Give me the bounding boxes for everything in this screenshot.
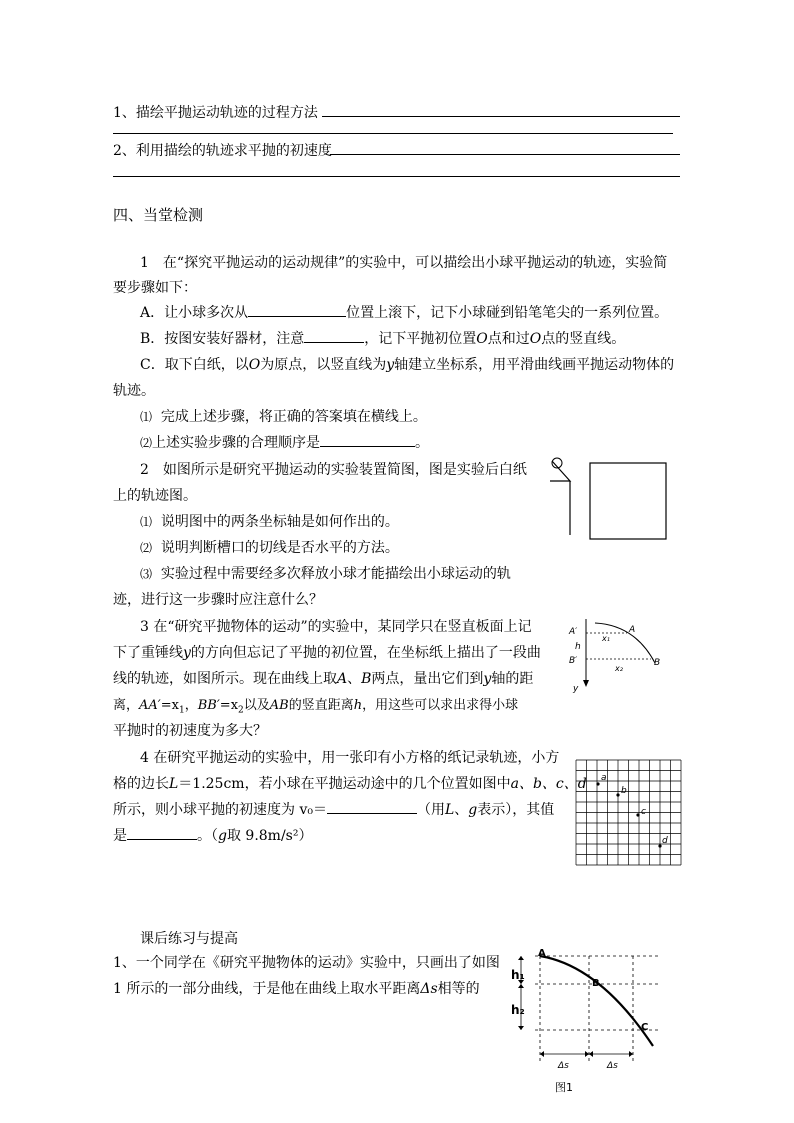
curve-figure-p3 <box>565 613 675 693</box>
practice-q1-line2: 1 所示的一部分曲线，于是他在曲线上取水平距离Δs相等的 <box>113 981 480 997</box>
p3-line3: 线的轨迹，如图所示。现在曲线上取A、B两点，量出它们到y轴的距 <box>113 671 534 687</box>
svg-text:x₂: x₂ <box>615 664 623 673</box>
fill-blank[interactable] <box>304 328 364 343</box>
p2-intro-cont: 上的轨迹图。 <box>113 488 197 504</box>
p4-line1: 4 在研究平抛运动的实验中，用一张印有小方格的纸记录轨迹，小方 <box>140 750 560 766</box>
svg-text:B: B <box>654 658 661 668</box>
svg-text:h₂: h₂ <box>511 1003 525 1017</box>
p4-line4: 是 。（g取 9.8m/s²） <box>113 825 312 845</box>
practice-title: 课后练习与提高 <box>140 931 238 947</box>
svg-text:a: a <box>601 773 607 783</box>
svg-text:c: c <box>641 807 646 817</box>
p3-line5: 平抛时的初速度为多大？ <box>113 723 267 739</box>
p1-step-a: A．让小球多次从 位置上滚下，记下小球碰到铅笔笔尖的一系列位置。 <box>140 302 668 322</box>
practice-q1-line1: 1、一个同学在《研究平抛物体的运动》实验中，只画出了如图 <box>113 955 500 971</box>
trajectory-curve <box>540 956 653 1046</box>
svg-text:A: A <box>629 625 636 635</box>
p2-sub1: ⑴ 说明图中的两条坐标轴是如何作出的。 <box>140 514 399 530</box>
svg-text:h₁: h₁ <box>511 968 525 982</box>
svg-text:A: A <box>538 948 546 959</box>
answer-line <box>113 133 673 134</box>
svg-text:h: h <box>575 642 581 652</box>
fill-blank[interactable] <box>320 432 415 447</box>
fill-blank[interactable] <box>127 825 197 840</box>
svg-text:C: C <box>641 1022 649 1033</box>
board-icon <box>590 463 666 539</box>
point-a <box>596 782 599 785</box>
p2-sub3: ⑶ 实验过程中需要经多次释放小球才能描绘出小球运动的轨 <box>140 566 511 582</box>
answer-line <box>113 176 680 177</box>
p2-intro: 2 如图所示是研究平抛运动的实验装置简图，图是实验后白纸 <box>140 462 527 478</box>
section-title: 四、当堂检测 <box>113 206 204 224</box>
apparatus-figure <box>540 455 680 545</box>
p3-line4: 离，$AA'=x_1$，$BB'=x_2$以及AB的竖直距离h，用这些可以求出求得小球 <box>113 698 519 716</box>
chute-icon <box>550 461 570 481</box>
p1-step-c: C．取下白纸，以O为原点，以竖直线为y轴建立坐标系，用平滑曲线画平抛运动物体的 <box>140 357 675 373</box>
svg-text:x₁: x₁ <box>602 634 610 643</box>
svg-text:图1: 图1 <box>555 1081 573 1094</box>
point-c <box>636 813 639 816</box>
p1-sub2: ⑵上述实验步骤的合理顺序是 。 <box>140 432 429 452</box>
p1-intro-cont: 要步骤如下： <box>113 280 197 296</box>
p4-line3: 所示，则小球平抛的初速度为 v₀＝ （用L、g表示），其值 <box>113 799 554 819</box>
p4-line2: 格的边长L＝1.25cm，若小球在平抛运动途中的几个位置如图中a、b、c、d <box>113 776 587 792</box>
arrow-down-icon <box>583 680 589 687</box>
p3-line2: 下了重锤线y的方向但忘记了平抛的初位置，在坐标纸上描出了一段曲 <box>113 645 541 661</box>
summary-q2: 2、利用描绘的轨迹求平抛的初速度 <box>113 143 332 159</box>
svg-text:d: d <box>662 836 668 846</box>
p1-step-c-cont: 轨迹。 <box>113 383 155 399</box>
fill-blank[interactable] <box>248 302 346 317</box>
p3-line1: 3 在“研究平抛物体的运动”的实验中，某同学只在竖直板面上记 <box>140 619 532 635</box>
answer-line <box>322 116 680 117</box>
svg-text:B′: B′ <box>569 656 578 666</box>
p2-sub2: ⑵ 说明判断槽口的切线是否水平的方法。 <box>140 540 399 556</box>
p1-step-b: B．按图安装好器材，注意 ，记下平抛初位置O点和过O点的竖直线。 <box>140 328 625 348</box>
summary-q1: 1、描绘平抛运动轨迹的过程方法 <box>113 105 318 121</box>
point-b <box>616 793 619 796</box>
figure-1 <box>505 948 665 1098</box>
p1-sub1: ⑴ 完成上述步骤，将正确的答案填在横线上。 <box>140 409 427 425</box>
svg-text:B: B <box>592 978 600 989</box>
point-d <box>658 844 661 847</box>
grid-figure <box>576 760 682 866</box>
answer-line <box>330 154 680 155</box>
p1-intro: 1 在“探究平抛运动的运动规律”的实验中，可以描绘出小球平抛运动的轨迹，实验简 <box>140 255 668 271</box>
svg-text:b: b <box>621 786 627 796</box>
svg-text:Δs: Δs <box>607 1061 618 1071</box>
svg-text:Δs: Δs <box>558 1061 569 1071</box>
svg-text:A′: A′ <box>569 627 578 637</box>
trajectory-curve <box>595 623 655 663</box>
p2-sub3-cont: 迹，进行这一步骤时应注意什么？ <box>113 592 323 608</box>
svg-text:y: y <box>573 684 579 694</box>
fill-blank[interactable] <box>327 799 417 814</box>
